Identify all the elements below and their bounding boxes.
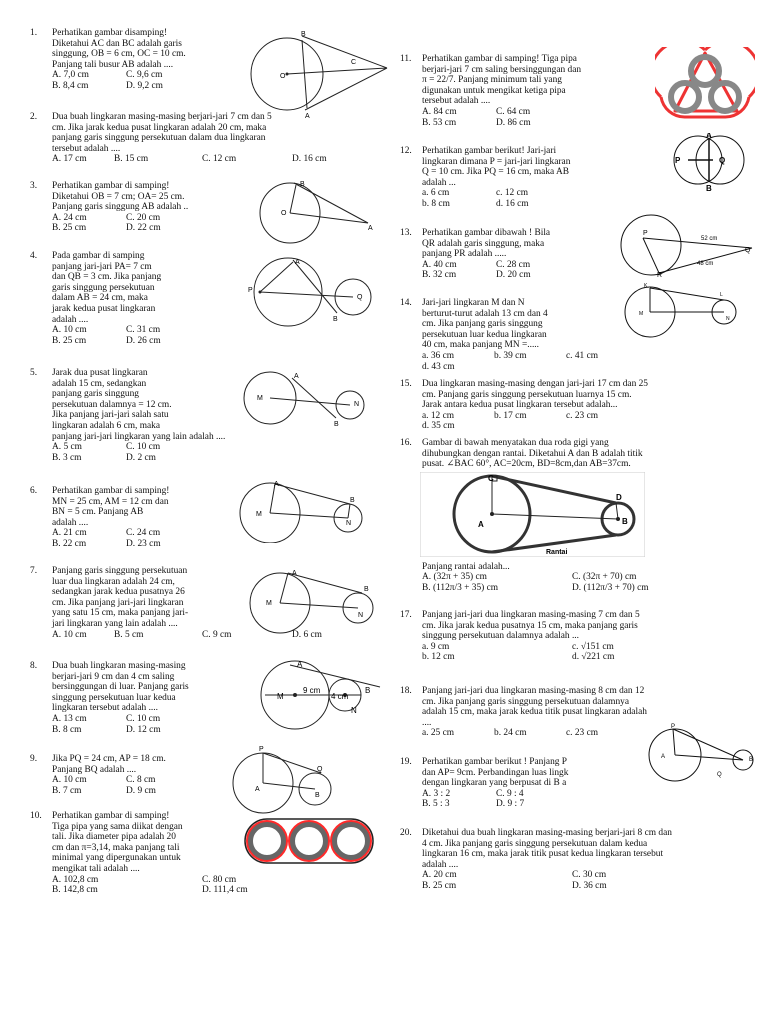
question-text: Jika PQ = 24 cm, AP = 18 cm. Panjang BQ adalah .... [52,754,166,775]
label-R: R [657,272,663,279]
answer-option[interactable]: B. 8,4 cm [52,80,89,91]
question-number: 11. [400,54,412,64]
answer-options [52,213,245,234]
answer-option[interactable]: B. 7 cm [52,785,82,796]
question-text: Perhatikan gambar di samping! MN = 25 cm, AM = 12 cm dan BN = 5 cm. Panjang AB adalah .... [52,486,170,528]
answer-option[interactable]: b. 12 cm [422,652,455,663]
answer-option[interactable]: A. 7,0 cm [52,70,89,81]
question-number: 15. [400,379,412,389]
figure-q7 [240,565,380,635]
question-text: Panjang garis singgung persekutuan luar dua lingkaran adalah 24 cm, sedangkan jarak kedua pusatnya 26 cm. Jika panjang jari-jari lingkaran yang satu 15 cm, maka panjang jari- jari lingkaran yang lain adalah .... [52,566,189,629]
question-number: 13. [400,228,412,238]
question-text: Jari-jari lingkaran M dan N berturut-turut adalah 13 cm dan 4 cm. Jika panjang garis singgung persekutuan luar kedua lingkaran 40 cm, maka panjang MN =..... [422,298,548,351]
answer-option[interactable]: A. 3 : 2 [422,788,451,799]
answer-option[interactable]: a. 36 cm [422,350,455,361]
answer-options [52,629,322,641]
answer-option[interactable]: A. 21 cm [52,528,87,539]
label-A: A [297,660,303,669]
answer-option[interactable]: b. 8 cm [422,198,450,209]
question-9 [30,754,230,796]
figure-q6 [230,478,370,543]
label-A: A [274,481,279,488]
question-1 [30,28,245,92]
label-9cm: 9 cm [303,686,321,695]
answer-options [422,188,650,209]
question-text: Perhatikan gambar dibawah ! Bila QR adalah garis singgung, maka panjang PR adalah ..... [422,228,551,260]
answer-option[interactable]: a. 6 cm [422,188,450,199]
label-M: M [257,395,263,402]
answer-option[interactable]: C. 9 cm [202,629,232,640]
label-Q: Q [717,772,722,778]
question-text: Dua lingkaran masing-masing dengan jari-jari 17 cm dan 25 cm. Panjang garis singgung persekutuan luarnya 15 cm. Jarak antara kedua pusat lingkaran tersebut adalah... [422,379,648,411]
label-M: M [277,692,284,701]
answer-option[interactable]: A. 10 cm [52,629,87,640]
answer-option[interactable]: c. 41 cm [566,350,599,361]
label-A: A [706,133,712,140]
question-subprompt: Panjang rantai adalah... [422,561,510,572]
label-B: B [300,181,305,188]
label-A: A [478,520,484,529]
question-15 [400,379,755,432]
answer-option[interactable]: d. 35 cm [422,421,455,432]
label-48cm: 48 cm [697,261,714,267]
answer-option[interactable]: D. 9,2 cm [126,80,163,91]
answer-options [52,874,248,896]
answer-option[interactable]: D. 16 cm [292,154,327,165]
question-text: Panjang jari-jari dua lingkaran masing-masing 8 cm dan 12 cm. Jika panjang garis singgung persekutuan dalamnya adalah 15 cm, maka jarak kedua titik pusat lingkaran adalah .... [422,686,647,728]
answer-option[interactable]: D. 9 cm [126,785,156,796]
label-A: A [294,373,299,380]
question-number: 2. [30,112,38,122]
question-17 [400,610,755,663]
label-Q: Q [745,247,751,254]
answer-option[interactable]: D. 22 cm [126,223,161,234]
question-number: 12. [400,146,412,156]
label-P: P [643,230,648,237]
answer-option[interactable]: D. 20 cm [496,270,531,281]
answer-option[interactable]: B. (112π/3 + 35) cm [422,582,499,593]
label-Q: Q [317,766,323,773]
answer-option[interactable]: C. 80 cm [202,874,237,885]
figure-q1 [247,28,392,120]
figure-q13 [615,210,760,280]
question-text: Perhatikan gambar di samping! Tiga pipa yang sama diikat dengan tali. Jika diameter pipa adalah 20 cm dan π=3,14, maka panjang tali minimal yang dipergunakan untuk mengikat tali adalah .... [52,811,183,874]
answer-options [52,325,230,346]
question-number: 16. [400,438,412,448]
label-4cm: 4 cm [331,692,349,701]
answer-option[interactable]: d. √221 cm [572,652,615,663]
question-3 [30,181,245,234]
question-text: Perhatikan gambar berikut! Jari-jari lingkaran dimana P = jari-jari lingkaran Q = 10 cm. Jika PQ = 16 cm, maka AB adalah ... [422,146,571,188]
figure-q3 [250,178,380,248]
figure-q4 [245,255,380,330]
answer-option[interactable]: B. 15 cm [114,154,149,165]
label-B: B [350,497,355,504]
question-number: 7. [30,566,38,576]
answer-option[interactable]: b. 17 cm [494,410,527,421]
label-Q: Q [357,294,363,301]
question-number: 20. [400,828,412,838]
label-M: M [639,311,644,317]
answer-option[interactable]: D. 36 cm [572,880,607,891]
answer-option[interactable]: c. √151 cm [572,641,614,652]
question-number: 18. [400,686,412,696]
label-C: C [351,59,357,66]
label-N: N [354,401,360,408]
label-M: M [256,511,262,518]
answer-option[interactable]: D. 86 cm [496,117,531,128]
question-14 [400,298,610,372]
question-11 [400,54,650,128]
question-text: Gambar di bawah menyatakan dua roda gigi yang dihubungkan dengan rantai. Diketahui A dan B adalah titik pusat. ∠BAC 60°, AC=20cm, BD=8cm,dan AB=37cm. [422,438,643,470]
label-B: B [365,686,371,695]
question-text: Perhatikan gambar di samping! Diketahui OB = 7 cm; OA= 25 cm. Panjang garis singgung AB adalah .. [52,181,189,213]
label-B: B [333,316,338,323]
answer-option[interactable]: C. 12 cm [202,154,237,165]
answer-option[interactable]: C. 10 cm [126,442,161,453]
answer-option[interactable]: d. 43 cm [422,361,455,372]
answer-option[interactable]: B. 142,8 cm [52,885,98,896]
answer-option[interactable]: B. 53 cm [422,117,457,128]
label-L: L [720,292,723,298]
figure-q10-pipes [243,817,375,865]
answer-option[interactable]: c. 12 cm [496,188,529,199]
answer-option[interactable]: C. 30 cm [572,870,607,881]
answer-option[interactable]: A. 84 cm [422,106,457,117]
answer-option[interactable]: A. 24 cm [52,212,87,223]
answer-option[interactable]: C. 31 cm [126,325,161,336]
question-number: 5. [30,368,38,378]
answer-options [422,572,755,593]
label-A: A [295,259,300,266]
answer-option[interactable]: b. 39 cm [494,350,527,361]
answer-options [52,775,230,796]
answer-option[interactable]: c. 23 cm [566,410,599,421]
answer-option[interactable]: D. 26 cm [126,335,161,346]
answer-option[interactable]: A. 20 cm [422,870,457,881]
answer-option[interactable]: A. 102,8 cm [52,874,99,885]
label-B: B [622,517,628,526]
question-number: 19. [400,757,412,767]
answer-option[interactable]: B. 3 cm [52,452,82,463]
answer-option[interactable]: A. 10 cm [52,775,87,786]
label-52cm: 52 cm [701,236,718,242]
label-B: B [749,757,754,763]
answer-option[interactable]: D. 2 cm [126,452,156,463]
figure-q19 [625,723,760,783]
figure-q9 [225,745,335,817]
label-M: M [266,600,272,607]
label-O: O [280,73,286,80]
label-A: A [661,754,666,760]
answer-option[interactable]: d. 16 cm [496,198,529,209]
answer-option[interactable]: C. (32π + 70) cm [572,572,637,583]
label-P: P [671,724,676,730]
label-P: P [675,156,681,165]
answer-options [52,528,230,549]
label-N: N [358,612,364,619]
question-text: Pada gambar di samping panjang jari-jari PA= 7 cm dan QB = 3 cm. Jika panjang garis singgung persekutuan dalam AB = 24 cm, maka jarak kedua pusat lingkaran adalah .... [52,251,162,325]
label-K: K [644,283,648,289]
answer-option[interactable]: B. 22 cm [52,538,87,549]
answer-options [422,351,610,372]
question-number: 3. [30,181,38,191]
label-C: C [488,474,494,483]
question-19 [400,757,625,810]
question-6 [30,486,230,550]
answer-option[interactable]: A. 17 cm [52,154,87,165]
label-P: P [259,746,264,753]
label-A: A [305,113,310,120]
question-text: Dua buah lingkaran masing-masing berjari-jari 7 cm dan 5 cm. Jika jarak kedua pusat lingkaran adalah 20 cm, maka panjang garis singgung persekutuan dalam dua lingkaran tersebut adalah .... [52,112,272,154]
figure-q14 [612,282,757,342]
answer-option[interactable]: C. 64 cm [496,106,531,117]
label-rantai: Rantai [546,549,568,556]
label-O: O [281,210,287,217]
answer-option[interactable]: A. 10 cm [52,325,87,336]
answer-options [422,642,755,663]
question-7 [30,566,322,640]
label-B: B [706,184,712,193]
answer-options [52,714,255,735]
figure-q11-pipes [655,47,755,119]
question-12 [400,146,650,210]
answer-option[interactable]: a. 25 cm [422,728,455,739]
figure-q8 [245,655,385,735]
question-text: Dua buah lingkaran masing-masing berjari-jari 9 cm dan 4 cm saling bersinggungan di luar. Panjang garis singgung persekutuan luar kedua lingkaran tersebut adalah .... [52,661,189,714]
question-text: Perhatikan gambar di samping! Tiga pipa berjari-jari 7 cm saling bersinggungan dan π = 22/7. Panjang minimum tali yang digunakan untuk mengikat ketiga pipa tersebut adalah .... [422,54,582,107]
answer-options [422,789,625,810]
label-D: D [616,493,622,502]
label-A: A [255,786,260,793]
question-4 [30,251,230,346]
answer-option[interactable]: c. 23 cm [566,728,599,739]
answer-option[interactable]: a. 9 cm [422,641,450,652]
question-number: 1. [30,28,38,38]
answer-option[interactable]: C. 28 cm [496,259,531,270]
answer-option[interactable]: A. (32π + 35) cm [422,572,487,583]
question-text: Diketahui dua buah lingkaran masing-masing berjari-jari 8 cm dan 4 cm. Jika panjang garis singgung persekutuan dalam kedua lingkaran 16 cm, maka jarak titik pusat kedua lingkaran tersebut adalah .... [422,828,672,870]
label-N: N [351,706,357,715]
figure-q16 [420,472,645,557]
answer-options [52,154,370,165]
label-N: N [346,520,352,527]
answer-option[interactable]: D. 6 cm [292,629,322,640]
answer-option[interactable]: D. (112π/3 + 70) cm [572,582,649,593]
question-8 [30,661,255,735]
question-number: 10. [30,811,42,821]
answer-options [422,870,755,891]
label-N: N [726,316,730,322]
question-text: Jarak dua pusat lingkaran adalah 15 cm, sedangkan panjang garis singgung persekutuan dalamnya = 12 cm. Jika panjang jari-jari salah satu lingkaran adalah 6 cm, maka panjang jari-jari lingkaran yang lain adalah .... [52,368,226,442]
label-A: A [368,225,373,232]
answer-options [52,70,245,91]
answer-option[interactable]: C. 20 cm [126,212,161,223]
answer-option[interactable]: C. 10 cm [126,713,161,724]
question-20 [400,828,755,892]
figure-q12 [665,133,755,193]
label-B: B [315,792,320,799]
label-P: P [248,287,253,294]
question-number: 4. [30,251,38,261]
answer-option[interactable]: D. 111,4 cm [202,885,248,896]
label-A: A [292,570,297,577]
label-B: B [301,31,306,38]
answer-option[interactable]: C. 9,6 cm [126,70,163,81]
answer-option[interactable]: B. 5 : 3 [422,799,450,810]
question-10 [30,811,248,896]
question-number: 8. [30,661,38,671]
answer-options [52,442,310,463]
question-text: Panjang jari-jari dua lingkaran masing-masing 7 cm dan 5 cm. Jika jarak kedua pusatnya 15 cm, maka panjang garis singgung persekutuan dalamnya adalah ... [422,610,640,642]
answer-option[interactable]: C. 8 cm [126,775,156,786]
answer-option[interactable]: B. 32 cm [422,270,457,281]
question-number: 9. [30,754,38,764]
answer-option[interactable]: C. 24 cm [126,528,161,539]
answer-option[interactable]: D. 23 cm [126,538,161,549]
answer-option[interactable]: D. 12 cm [126,724,161,735]
answer-option[interactable]: A. 5 cm [52,442,82,453]
answer-option[interactable]: A. 13 cm [52,713,87,724]
answer-options [422,107,650,128]
answer-option[interactable]: B. 8 cm [52,724,82,735]
question-text: Perhatikan gambar berikut ! Panjang P dan AP= 9cm. Perbandingan luas lingk dengan lingkaran yang berpusat di B a [422,757,569,789]
answer-option[interactable]: B. 5 cm [114,629,144,640]
label-Q: Q [719,156,726,165]
answer-option[interactable]: C. 9 : 4 [496,788,524,799]
answer-options [422,260,610,281]
answer-option[interactable]: B. 25 cm [52,223,87,234]
question-13 [400,228,610,281]
answer-option[interactable]: B. 25 cm [422,880,457,891]
answer-option[interactable]: b. 24 cm [494,728,527,739]
answer-options [422,411,755,432]
answer-option[interactable]: B. 25 cm [52,335,87,346]
label-B: B [334,421,339,428]
answer-option[interactable]: A. 40 cm [422,259,457,270]
question-text: Perhatikan gambar disamping! Diketahui AC dan BC adalah garis singgung, OB = 6 cm, OC = 10 cm. Panjang tali busur AB adalah .... [52,28,186,70]
answer-option[interactable]: D. 9 : 7 [496,799,525,810]
question-number: 17. [400,610,412,620]
figure-q5 [230,368,370,428]
answer-option[interactable]: a. 12 cm [422,410,455,421]
question-number: 14. [400,298,412,308]
question-number: 6. [30,486,38,496]
label-B: B [364,586,369,593]
